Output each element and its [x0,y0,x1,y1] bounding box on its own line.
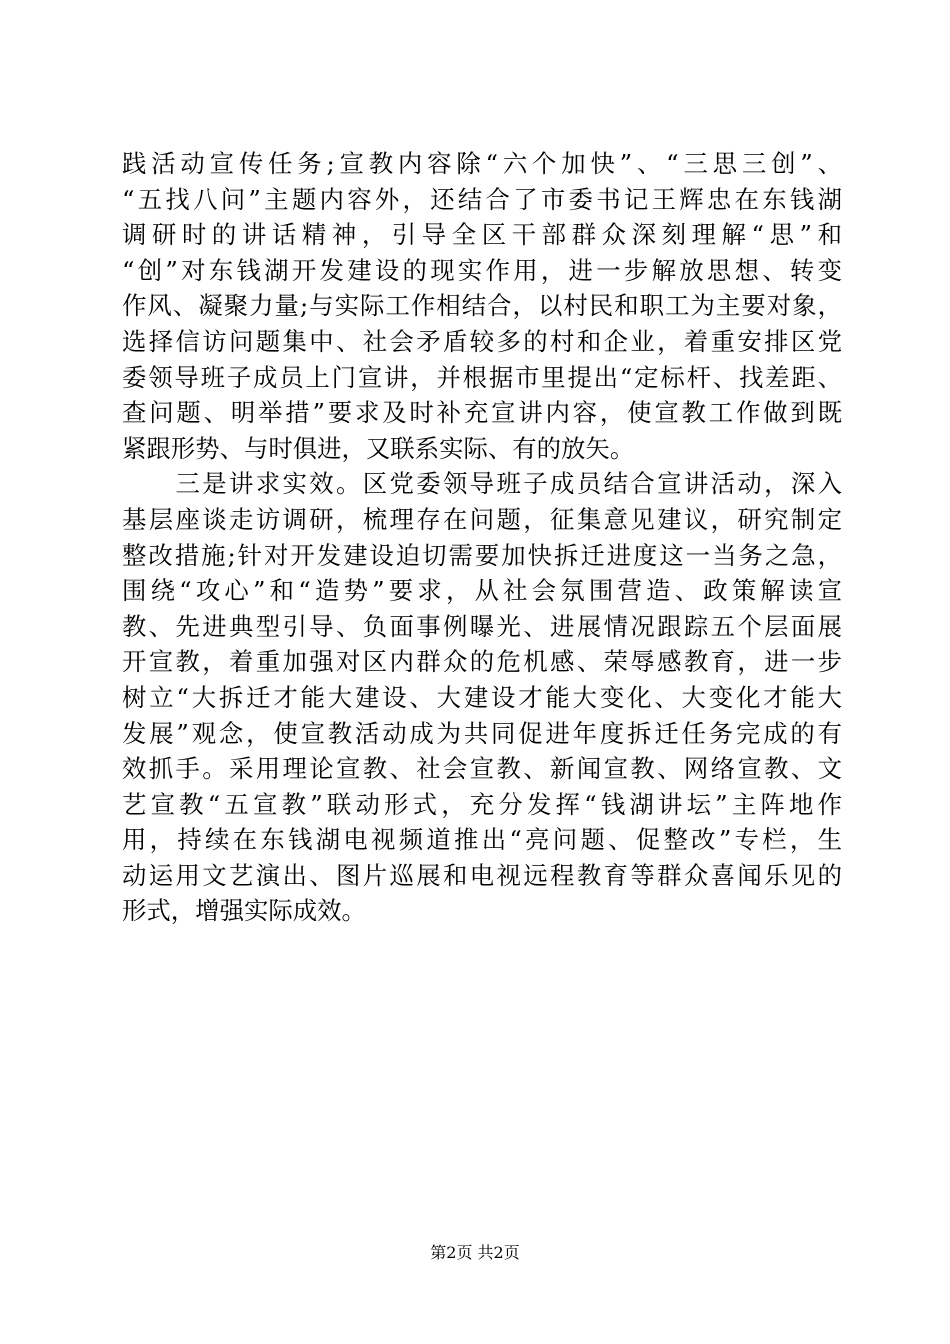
text-line: 围绕“攻心”和“造势”要求，从社会氛围营造、政策解读宣 [122,576,842,606]
text-line: 作风、凝聚力量;与实际工作相结合，以村民和职工为主要对象， [122,291,842,321]
text-line: 委领导班子成员上门宣讲，并根据市里提出“定标杆、找差距、 [122,362,842,392]
page-footer [0,1243,950,1263]
text-line: 整改措施;针对开发建设迫切需要加快拆迁进度这一当务之急， [122,540,842,570]
page-number-label: 第2页 共2页 [430,1243,520,1262]
paragraph-1 [122,146,842,466]
text-line: 查问题、明举措”要求及时补充宣讲内容，使宣教工作做到既 [122,398,842,428]
text-line: 用，持续在东钱湖电视频道推出“亮问题、促整改”专栏，生 [122,825,842,855]
text-line: 形式，增强实际成效。 [122,896,366,926]
text-line: 紧跟形势、与时俱进，又联系实际、有的放矢。 [122,433,635,463]
text-line: 树立“大拆迁才能大建设、大建设才能大变化、大变化才能大 [122,682,842,712]
text-line: 选择信访问题集中、社会矛盾较多的村和企业，着重安排区党 [122,326,842,356]
text-line: “五找八问”主题内容外，还结合了市委书记王辉忠在东钱湖 [122,184,842,214]
text-line: 动运用文艺演出、图片巡展和电视远程教育等群众喜闻乐见的 [122,860,842,890]
text-line: 教、先进典型引导、负面事例曝光、进展情况跟踪五个层面展 [122,611,842,641]
text-line: 艺宣教“五宣教”联动形式，充分发挥“钱湖讲坛”主阵地作 [122,789,842,819]
paragraph-2 [122,466,842,929]
text-line: “创”对东钱湖开发建设的现实作用，进一步解放思想、转变 [122,255,842,285]
text-line: 效抓手。采用理论宣教、社会宣教、新闻宣教、网络宣教、文 [122,754,842,784]
text-line: 开宣教，着重加强对区内群众的危机感、荣辱感教育，进一步 [122,647,842,677]
text-line: 践活动宣传任务;宣教内容除“六个加快”、“三思三创”、 [122,149,842,178]
document-body [122,146,842,929]
text-line: 调研时的讲话精神，引导全区干部群众深刻理解“思”和 [122,220,842,250]
text-line: 发展”观念，使宣教活动成为共同促进年度拆迁任务完成的有 [122,718,842,748]
text-line: 基层座谈走访调研，梳理存在问题，征集意见建议，研究制定 [122,504,842,534]
text-line: 三是讲求实效。区党委领导班子成员结合宣讲活动，深入 [122,469,842,499]
